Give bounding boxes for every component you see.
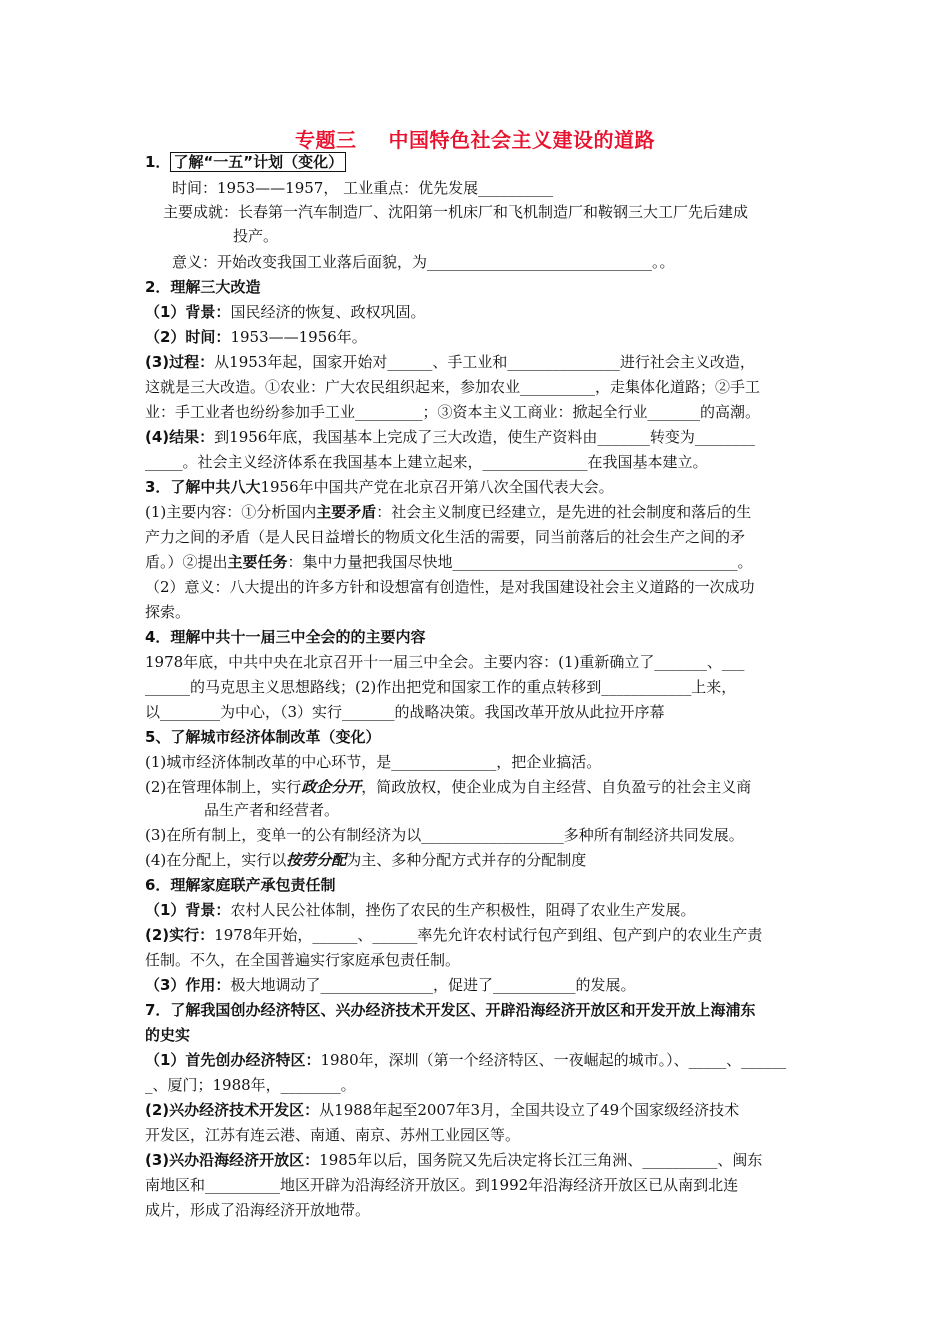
section-5-heading: 5、了解城市经济体制改革（变化） bbox=[145, 728, 381, 746]
s3-content-line1: (1)主要内容：①分析国内主要矛盾：社会主义制度已经建立，是先进的社会制度和落后的生 bbox=[145, 503, 752, 521]
s7-part3-line2: 南地区和__________地区开辟为沿海经济开放区。到1992年沿海经济开放区已从南到北连 bbox=[145, 1176, 739, 1194]
section-3-heading: 3．了解中共八大 bbox=[145, 478, 261, 496]
title-topic-number: 专题三 bbox=[295, 128, 357, 152]
section-7-heading-line2: 的史实 bbox=[145, 1026, 191, 1044]
s1-achievement-line2: 投产。 bbox=[233, 227, 279, 245]
section-7-heading-line1: 7．了解我国创办经济特区、兴办经济技术开发区、开辟沿海经济开放区和开发开放上海浦东 bbox=[145, 1001, 756, 1019]
s5-line2: (2)在管理体制上，实行政企分开，简政放权，使企业成为自主经营、自负盈亏的社会主义商 bbox=[145, 778, 752, 796]
s3-heading-line: 3．了解中共八大1956年中国共产党在北京召开第八次全国代表大会。 bbox=[145, 478, 614, 496]
s3-meaning-line1: （2）意义：八大提出的许多方针和设想富有创造性，是对我国建设社会主义道路的一次成功 bbox=[145, 578, 755, 596]
s5-line1: (1)城市经济体制改革的中心环节，是______________，把企业搞活。 bbox=[145, 753, 602, 771]
s4-line3: 以________为中心，（3）实行_______的战略决策。我国改革开放从此拉开序幕 bbox=[145, 703, 665, 721]
s7-part3-line3: 成片，形成了沿海经济开放地带。 bbox=[145, 1201, 371, 1219]
s7-part2-line2: 开发区，江苏有连云港、南通、南京、苏州工业园区等。 bbox=[145, 1126, 521, 1144]
section-1-heading: 1． 了解“一五”计划（变化） bbox=[145, 150, 810, 174]
s1-achievement-line1: 主要成就：长春第一汽车制造厂、沈阳第一机床厂和飞机制造厂和鞍钢三大工厂先后建成 bbox=[163, 203, 749, 221]
s7-part1-line2: _、厦门；1988年，________。 bbox=[145, 1076, 356, 1094]
s2-process-line3: 业：手工业者也纷纷参加手工业_________；③资本主义工商业：掀起全行业_______的高潮。 bbox=[145, 403, 761, 421]
s7-part2-line1: (2)兴办经济技术开发区：从1988年起至2007年3月，全国共设立了49个国家级经济技术 bbox=[145, 1101, 740, 1119]
section-1-heading-boxed: 了解“一五”计划（变化） bbox=[170, 152, 346, 172]
s6-implementation-line1: (2)实行：1978年开始，______、______率先允许农村试行包产到组、包产到户的农业生产责 bbox=[145, 926, 763, 944]
s1-time-line: 时间：1953——1957， 工业重点：优先发展__________ bbox=[172, 179, 554, 197]
s2-result-line1: (4)结果：到1956年底，我国基本上完成了三大改造，使生产资料由_______转变为________ bbox=[145, 428, 755, 446]
s7-part1-line1: （1）首先创办经济特区：1980年，深圳（第一个经济特区、一夜崛起的城市。）、_____、______ bbox=[145, 1051, 787, 1069]
s2-background: （1）背景：国民经济的恢复、政权巩固。 bbox=[145, 303, 426, 321]
s2-result-line2: _____。社会主义经济体系在我国基本上建立起来，______________在我国基本建立。 bbox=[145, 453, 708, 471]
s2-process-line2: 这就是三大改造。①农业：广大农民组织起来，参加农业__________，走集体化道路；②手工 bbox=[145, 378, 761, 396]
s4-line2: ______的马克思主义思想路线；(2)作出把党和国家工作的重点转移到____________上来， bbox=[145, 678, 737, 696]
s6-background: （1）背景：农村人民公社体制，挫伤了农民的生产积极性，阻碍了农业生产发展。 bbox=[145, 901, 696, 919]
s4-line1: 1978年底，中共中央在北京召开十一届三中全会。主要内容：(1)重新确立了_______、___ bbox=[145, 653, 745, 671]
s7-part3-line1: (3)兴办沿海经济开放区：1985年以后，国务院又先后决定将长江三角洲、__________、闽东 bbox=[145, 1151, 763, 1169]
s5-line4: (4)在分配上，实行以按劳分配为主、多种分配方式并存的分配制度 bbox=[145, 851, 587, 869]
s3-content-line3: 盾。）②提出主要任务：集中力量把我国尽快地______________________________________。 bbox=[145, 553, 753, 571]
section-2-heading: 2．理解三大改造 bbox=[145, 278, 261, 296]
page-title bbox=[0, 124, 950, 153]
s3-meaning-line2: 探索。 bbox=[145, 603, 191, 621]
s1-meaning-line: 意义：开始改变我国工业落后面貌，为______________________________。。 bbox=[172, 253, 675, 271]
title-topic-name: 中国特色社会主义建设的道路 bbox=[388, 128, 655, 152]
s3-content-line2: 产力之间的矛盾（是人民日益增长的物质文化生活的需要，同当前落后的社会生产之间的矛 bbox=[145, 528, 746, 546]
s2-time: （2）时间：1953——1956年。 bbox=[145, 328, 367, 346]
section-4-heading: 4．理解中共十一届三中全会的的主要内容 bbox=[145, 628, 426, 646]
s5-line3: (3)在所有制上，变单一的公有制经济为以___________________多种所有制经济共同发展。 bbox=[145, 826, 744, 844]
s6-effect: （3）作用：极大地调动了_______________，促进了___________的发展。 bbox=[145, 976, 636, 994]
s2-process-line1: (3)过程：从1953年起，国家开始对______、手工业和_______________进行社会主义改造， bbox=[145, 353, 755, 371]
s5-line2-continued: 品生产者和经营者。 bbox=[204, 801, 340, 819]
s6-implementation-line2: 任制。不久，在全国普遍实行家庭承包责任制。 bbox=[145, 951, 461, 969]
section-6-heading: 6．理解家庭联产承包责任制 bbox=[145, 876, 336, 894]
